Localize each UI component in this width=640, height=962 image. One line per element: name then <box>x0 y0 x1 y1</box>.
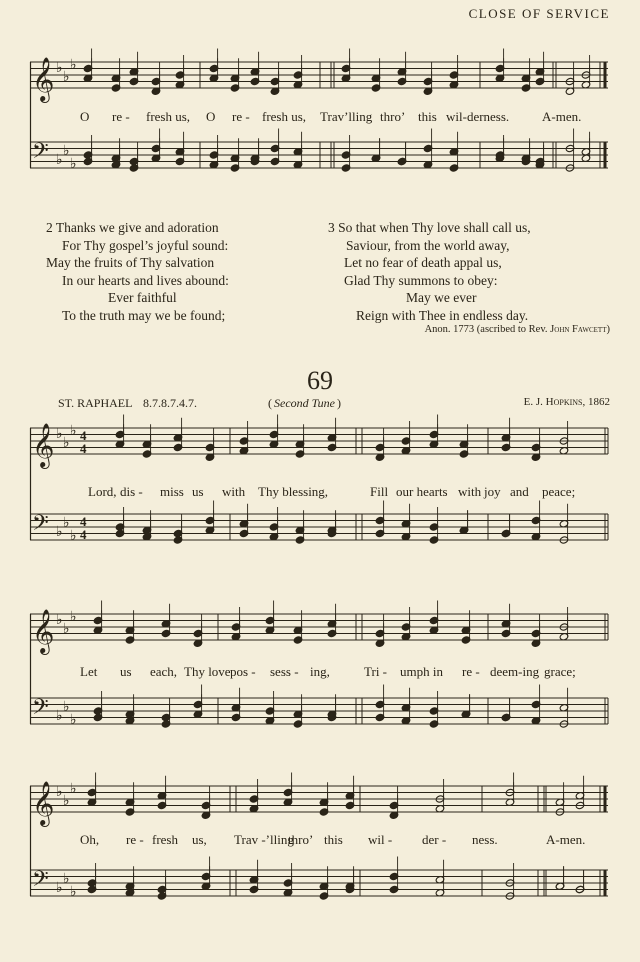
lyric-syllable: fresh us, <box>146 109 191 124</box>
lyric-syllable: miss <box>160 484 184 499</box>
time-signature-top: 4 <box>80 514 87 529</box>
flat-icon: ♭ <box>63 793 70 809</box>
flat-icon: ♭ <box>63 699 70 715</box>
lyric-syllable: wil-derness. <box>446 109 510 124</box>
lyric-syllable: fresh us, <box>262 109 307 124</box>
stanza-3 <box>328 219 531 325</box>
flat-icon: ♭ <box>56 524 63 540</box>
lyric-syllable: re - <box>462 664 480 679</box>
lyric-syllable: joy <box>484 484 501 499</box>
stanza-2-line-1: 2 Thanks we give and adoration <box>46 220 219 235</box>
lyric-syllable: ness. <box>472 832 498 847</box>
tune-meter: 8.7.8.7.4.7. <box>143 396 198 410</box>
time-signature-bottom: 4 <box>80 527 87 542</box>
lyric-syllable: this <box>418 109 437 124</box>
time-signature-top: 4 <box>80 428 87 443</box>
lyric-syllable: with <box>222 484 246 499</box>
stanza-2-line-2: For Thy gospel’s joyful sound: <box>62 237 229 253</box>
stanza-2-line-3: May the fruits of Thy salvation <box>46 255 215 271</box>
attribution-prefix: Anon. 1773 (ascribed to Rev. <box>424 324 548 335</box>
treble-staff <box>30 48 610 108</box>
composer-initials: E. J. <box>523 396 543 408</box>
lyric-syllable: us <box>120 664 132 679</box>
flat-icon: ♭ <box>56 152 63 168</box>
lyric-syllable: A-men. <box>546 832 586 847</box>
lyric-syllable: O <box>206 109 216 124</box>
hymn-68-attribution <box>425 324 610 335</box>
lyric-syllable: Fill <box>370 484 389 499</box>
paren-open: ( <box>268 396 272 410</box>
running-head: CLOSE OF SERVICE <box>468 6 610 21</box>
lyric-syllable: Thy blessing, <box>258 484 329 499</box>
flat-icon: ♭ <box>56 612 63 628</box>
composer-credit <box>524 396 610 408</box>
flat-icon: ♭ <box>56 784 63 800</box>
lyric-syllable: umph in <box>400 664 443 679</box>
lyric-syllable: Trav -’lling <box>234 832 294 847</box>
flat-icon: ♭ <box>70 528 77 544</box>
lyric-syllable: Thy love <box>184 664 231 679</box>
stanza-3-line-5: May we ever <box>406 290 477 306</box>
lyric-syllable: Trav’lling <box>320 109 373 124</box>
lyric-syllable: this <box>324 832 343 847</box>
tune-name <box>58 396 197 411</box>
flat-icon: ♭ <box>56 426 63 442</box>
lyric-syllable: re - <box>126 832 144 847</box>
treble-clef-icon: 𝄞 <box>32 781 55 825</box>
lyric-syllable: der - <box>422 832 447 847</box>
second-tune-label <box>268 396 341 411</box>
bass-clef-icon: 𝄢 <box>32 695 49 725</box>
lyric-syllable: each, <box>150 664 178 679</box>
stanza-3-line-3: Let no fear of death appal us, <box>344 255 502 271</box>
flat-icon: ♭ <box>63 871 70 887</box>
lyric-syllable: Lord, <box>88 484 117 499</box>
flat-icon: ♭ <box>56 60 63 76</box>
attribution-suffix: ) <box>606 324 610 335</box>
flat-icon: ♭ <box>63 621 70 637</box>
lyric-syllable: grace; <box>544 664 576 679</box>
lyric-syllable: with <box>458 484 482 499</box>
bass-clef-icon: 𝄢 <box>32 511 49 541</box>
treble-clef-icon: 𝄞 <box>32 423 55 467</box>
music-system-3 <box>30 600 610 760</box>
flat-icon: ♭ <box>70 156 77 172</box>
lyric-syllable: thro’ <box>288 832 314 847</box>
flat-icon: ♭ <box>63 69 70 85</box>
flat-icon: ♭ <box>56 708 63 724</box>
flat-icon: ♭ <box>70 423 77 439</box>
lyric-syllable: sess - <box>270 664 299 679</box>
lyric-syllable: O <box>80 109 90 124</box>
bass-clef-icon: 𝄢 <box>32 139 49 169</box>
lyric-syllable: and <box>510 484 529 499</box>
lyric-syllable: ing, <box>310 664 330 679</box>
flat-icon: ♭ <box>70 609 77 625</box>
lyric-syllable: re - <box>112 109 130 124</box>
flat-icon: ♭ <box>63 515 70 531</box>
stanza-2 <box>46 219 229 325</box>
paren-close: ) <box>337 396 341 410</box>
stanza-2-line-4: In our hearts and lives abound: <box>62 272 229 288</box>
attribution-author: John Fawcett <box>550 324 607 335</box>
flat-icon: ♭ <box>63 435 70 451</box>
stanza-2-line-5: Ever faithful <box>108 290 177 306</box>
second-tune-text: Second Tune <box>274 396 335 410</box>
flat-icon: ♭ <box>70 884 77 900</box>
stanza-3-line-1: 3 So that when Thy love shall call us, <box>328 220 531 235</box>
lyric-syllable: Let <box>80 664 98 679</box>
lyric-syllable: dis - <box>120 484 143 499</box>
lyric-syllable: deem-ing <box>490 664 540 679</box>
music-system-4 <box>30 772 610 932</box>
tune-title: ST. RAPHAEL <box>58 396 133 410</box>
stanza-3-line-4: Glad Thy summons to obey: <box>344 272 498 288</box>
lyric-syllable: our hearts <box>396 484 448 499</box>
lyric-syllable: pos - <box>230 664 256 679</box>
stanza-3-line-6: Reign with Thee in endless day. <box>356 307 529 323</box>
music-system-2 <box>30 414 610 574</box>
time-signature-bottom: 4 <box>80 441 87 456</box>
stanza-3-line-2: Saviour, from the world away, <box>346 237 510 253</box>
lyric-syllable: Oh, <box>80 832 100 847</box>
composer-year: , 1862 <box>582 396 610 408</box>
bass-clef-icon: 𝄢 <box>32 867 49 897</box>
music-notation <box>30 600 610 760</box>
lyric-syllable: A-men. <box>542 109 582 124</box>
music-notation <box>30 772 610 932</box>
flat-icon: ♭ <box>70 57 77 73</box>
flat-icon: ♭ <box>70 781 77 797</box>
flat-icon: ♭ <box>56 880 63 896</box>
flat-icon: ♭ <box>70 712 77 728</box>
lyric-syllable: thro’ <box>380 109 406 124</box>
lyric-syllable: us, <box>192 832 207 847</box>
music-system-1 <box>30 48 610 198</box>
lyric-syllable: us <box>192 484 204 499</box>
composer-name: Hopkins <box>545 396 583 408</box>
treble-clef-icon: 𝄞 <box>32 57 55 101</box>
stanza-2-line-6: To the truth may we be found; <box>62 307 226 323</box>
treble-clef-icon: 𝄞 <box>32 609 55 653</box>
lyric-syllable: Tri - <box>364 664 388 679</box>
lyric-syllable: fresh <box>152 832 178 847</box>
lyric-syllable: peace; <box>542 484 576 499</box>
flat-icon: ♭ <box>63 143 70 159</box>
lyric-syllable: re - <box>232 109 250 124</box>
lyric-syllable: wil - <box>368 832 393 847</box>
hymn-number: 69 <box>307 366 333 395</box>
